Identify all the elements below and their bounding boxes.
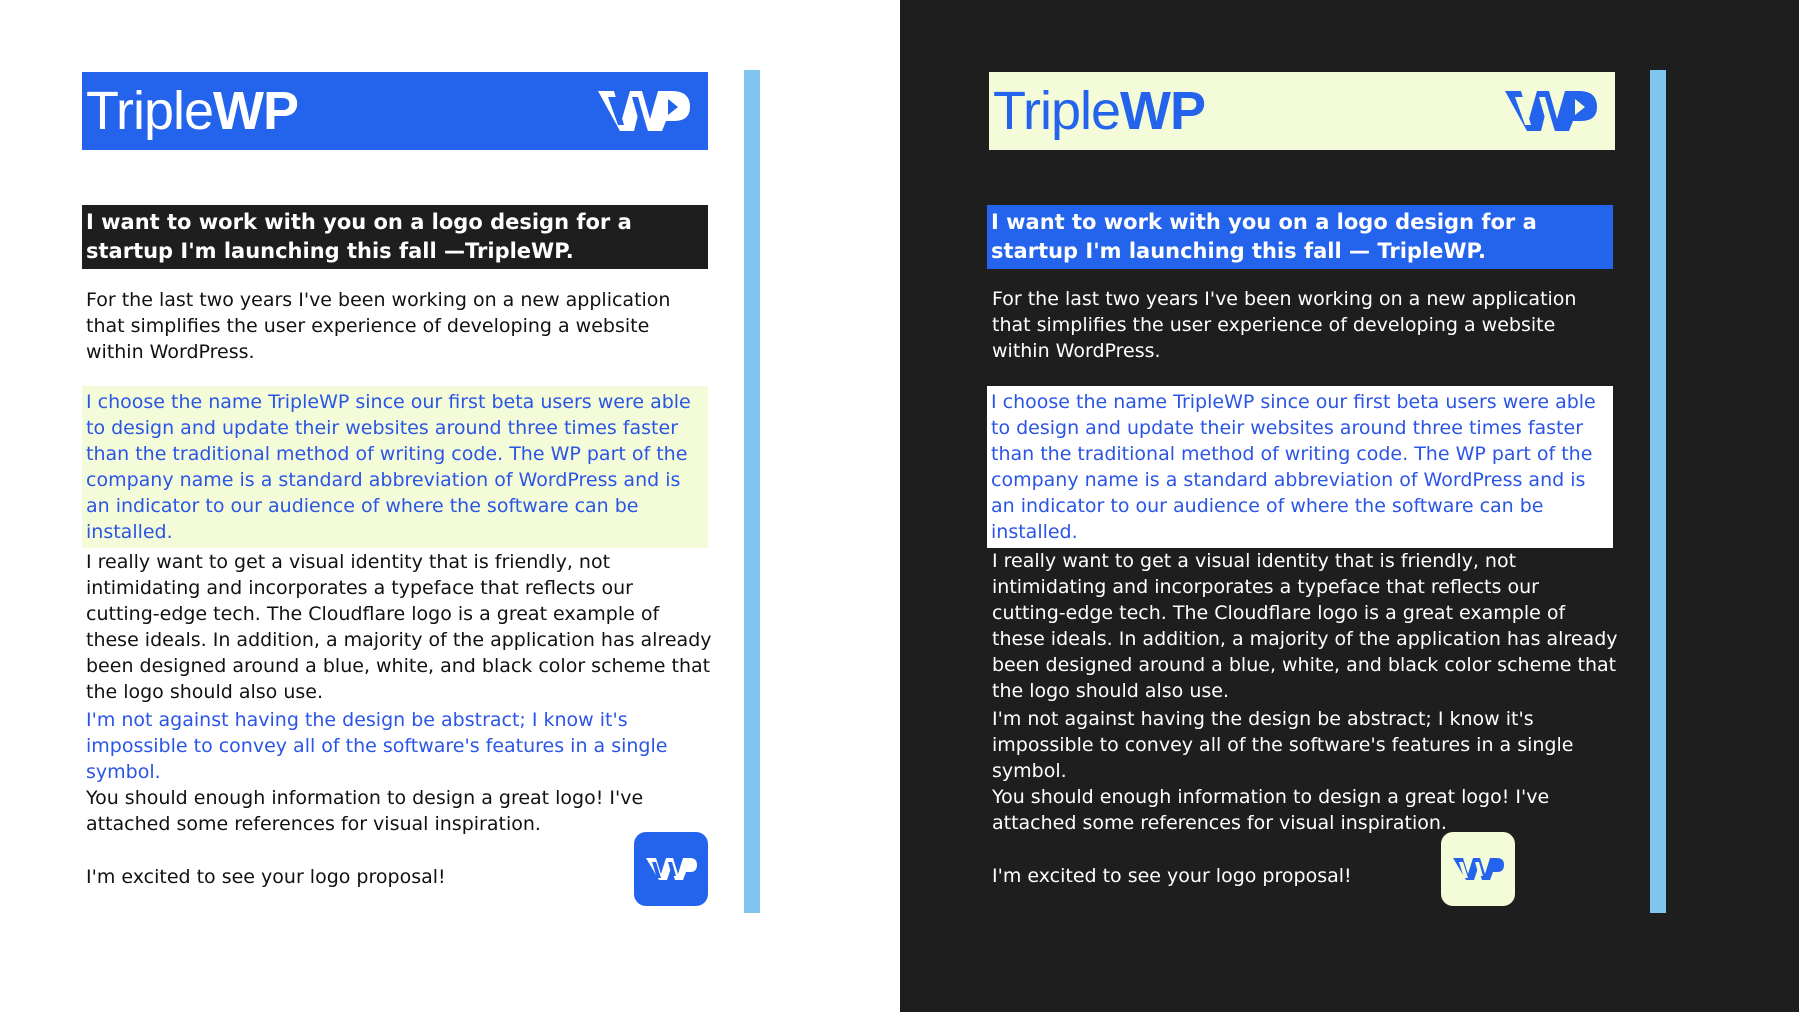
wordmark-part2: WP — [213, 81, 299, 141]
wp-arrow-logo-icon — [1501, 85, 1601, 137]
paragraph-closing: I'm excited to see your logo proposal! — [86, 866, 446, 888]
highlight-paragraph: I choose the name TripleWP since our first beta users were able to design and update their websites around three times faster than the traditional method of writing code. The WP part of the company name is a standard abbreviation of WordPress and is an indicator to our audience of where the software can be installed. — [987, 386, 1613, 548]
headline: I want to work with you on a logo design for a startup I'm launching this fall — TripleWP. — [987, 205, 1613, 269]
highlight-paragraph: I choose the name TripleWP since our first beta users were able to design and update their websites around three times faster than the traditional method of writing code. The WP part of the company name is a standard abbreviation of WordPress and is an indicator to our audience of where the software can be installed. — [82, 386, 708, 548]
paragraph-intro: For the last two years I've been working on a new application that simplifies the user experience of developing a website within WordPress. — [992, 288, 1577, 362]
brand-banner — [989, 72, 1615, 150]
paragraph-visual-identity: I really want to get a visual identity that is friendly, not intimidating and incorporates a typeface that reflects our cutting-edge tech. The Cloudflare logo is a great example of these ideals. In addition, a majority of the application has already been designed around a blue, white, and black color scheme that the logo should also use. — [86, 551, 712, 703]
app-icon — [1441, 832, 1515, 906]
app-icon — [634, 832, 708, 906]
wordmark — [993, 81, 1206, 141]
paragraph-references: You should enough information to design a great logo! I've attached some references for visual inspiration. — [992, 786, 1550, 834]
paragraph-intro: For the last two years I've been working on a new application that simplifies the user experience of developing a website within WordPress. — [86, 289, 671, 363]
wordmark-part1: Triple — [993, 81, 1121, 141]
wordmark-part2: WP — [1120, 81, 1206, 141]
accent-bar — [744, 70, 760, 913]
headline: I want to work with you on a logo design for a startup I'm launching this fall —TripleWP. — [82, 205, 708, 269]
paragraph-closing: I'm excited to see your logo proposal! — [992, 865, 1352, 887]
wordmark-part1: Triple — [86, 81, 214, 141]
paragraph-references: You should enough information to design a great logo! I've attached some references for visual inspiration. — [86, 787, 644, 835]
wp-arrow-logo-icon — [594, 85, 694, 137]
paragraph-visual-identity: I really want to get a visual identity that is friendly, not intimidating and incorporates a typeface that reflects our cutting-edge tech. The Cloudflare logo is a great example of these ideals. In addition, a majority of the application has already been designed around a blue, white, and black color scheme that the logo should also use. — [992, 550, 1618, 702]
brand-banner — [82, 72, 708, 150]
paragraph-abstract: I'm not against having the design be abstract; I know it's impossible to convey all of the software's features in a single symbol. — [992, 708, 1574, 782]
paragraph-abstract: I'm not against having the design be abstract; I know it's impossible to convey all of the software's features in a single symbol. — [86, 709, 668, 783]
accent-bar — [1650, 70, 1666, 913]
wordmark — [86, 81, 299, 141]
dark-panel — [900, 0, 1799, 1012]
